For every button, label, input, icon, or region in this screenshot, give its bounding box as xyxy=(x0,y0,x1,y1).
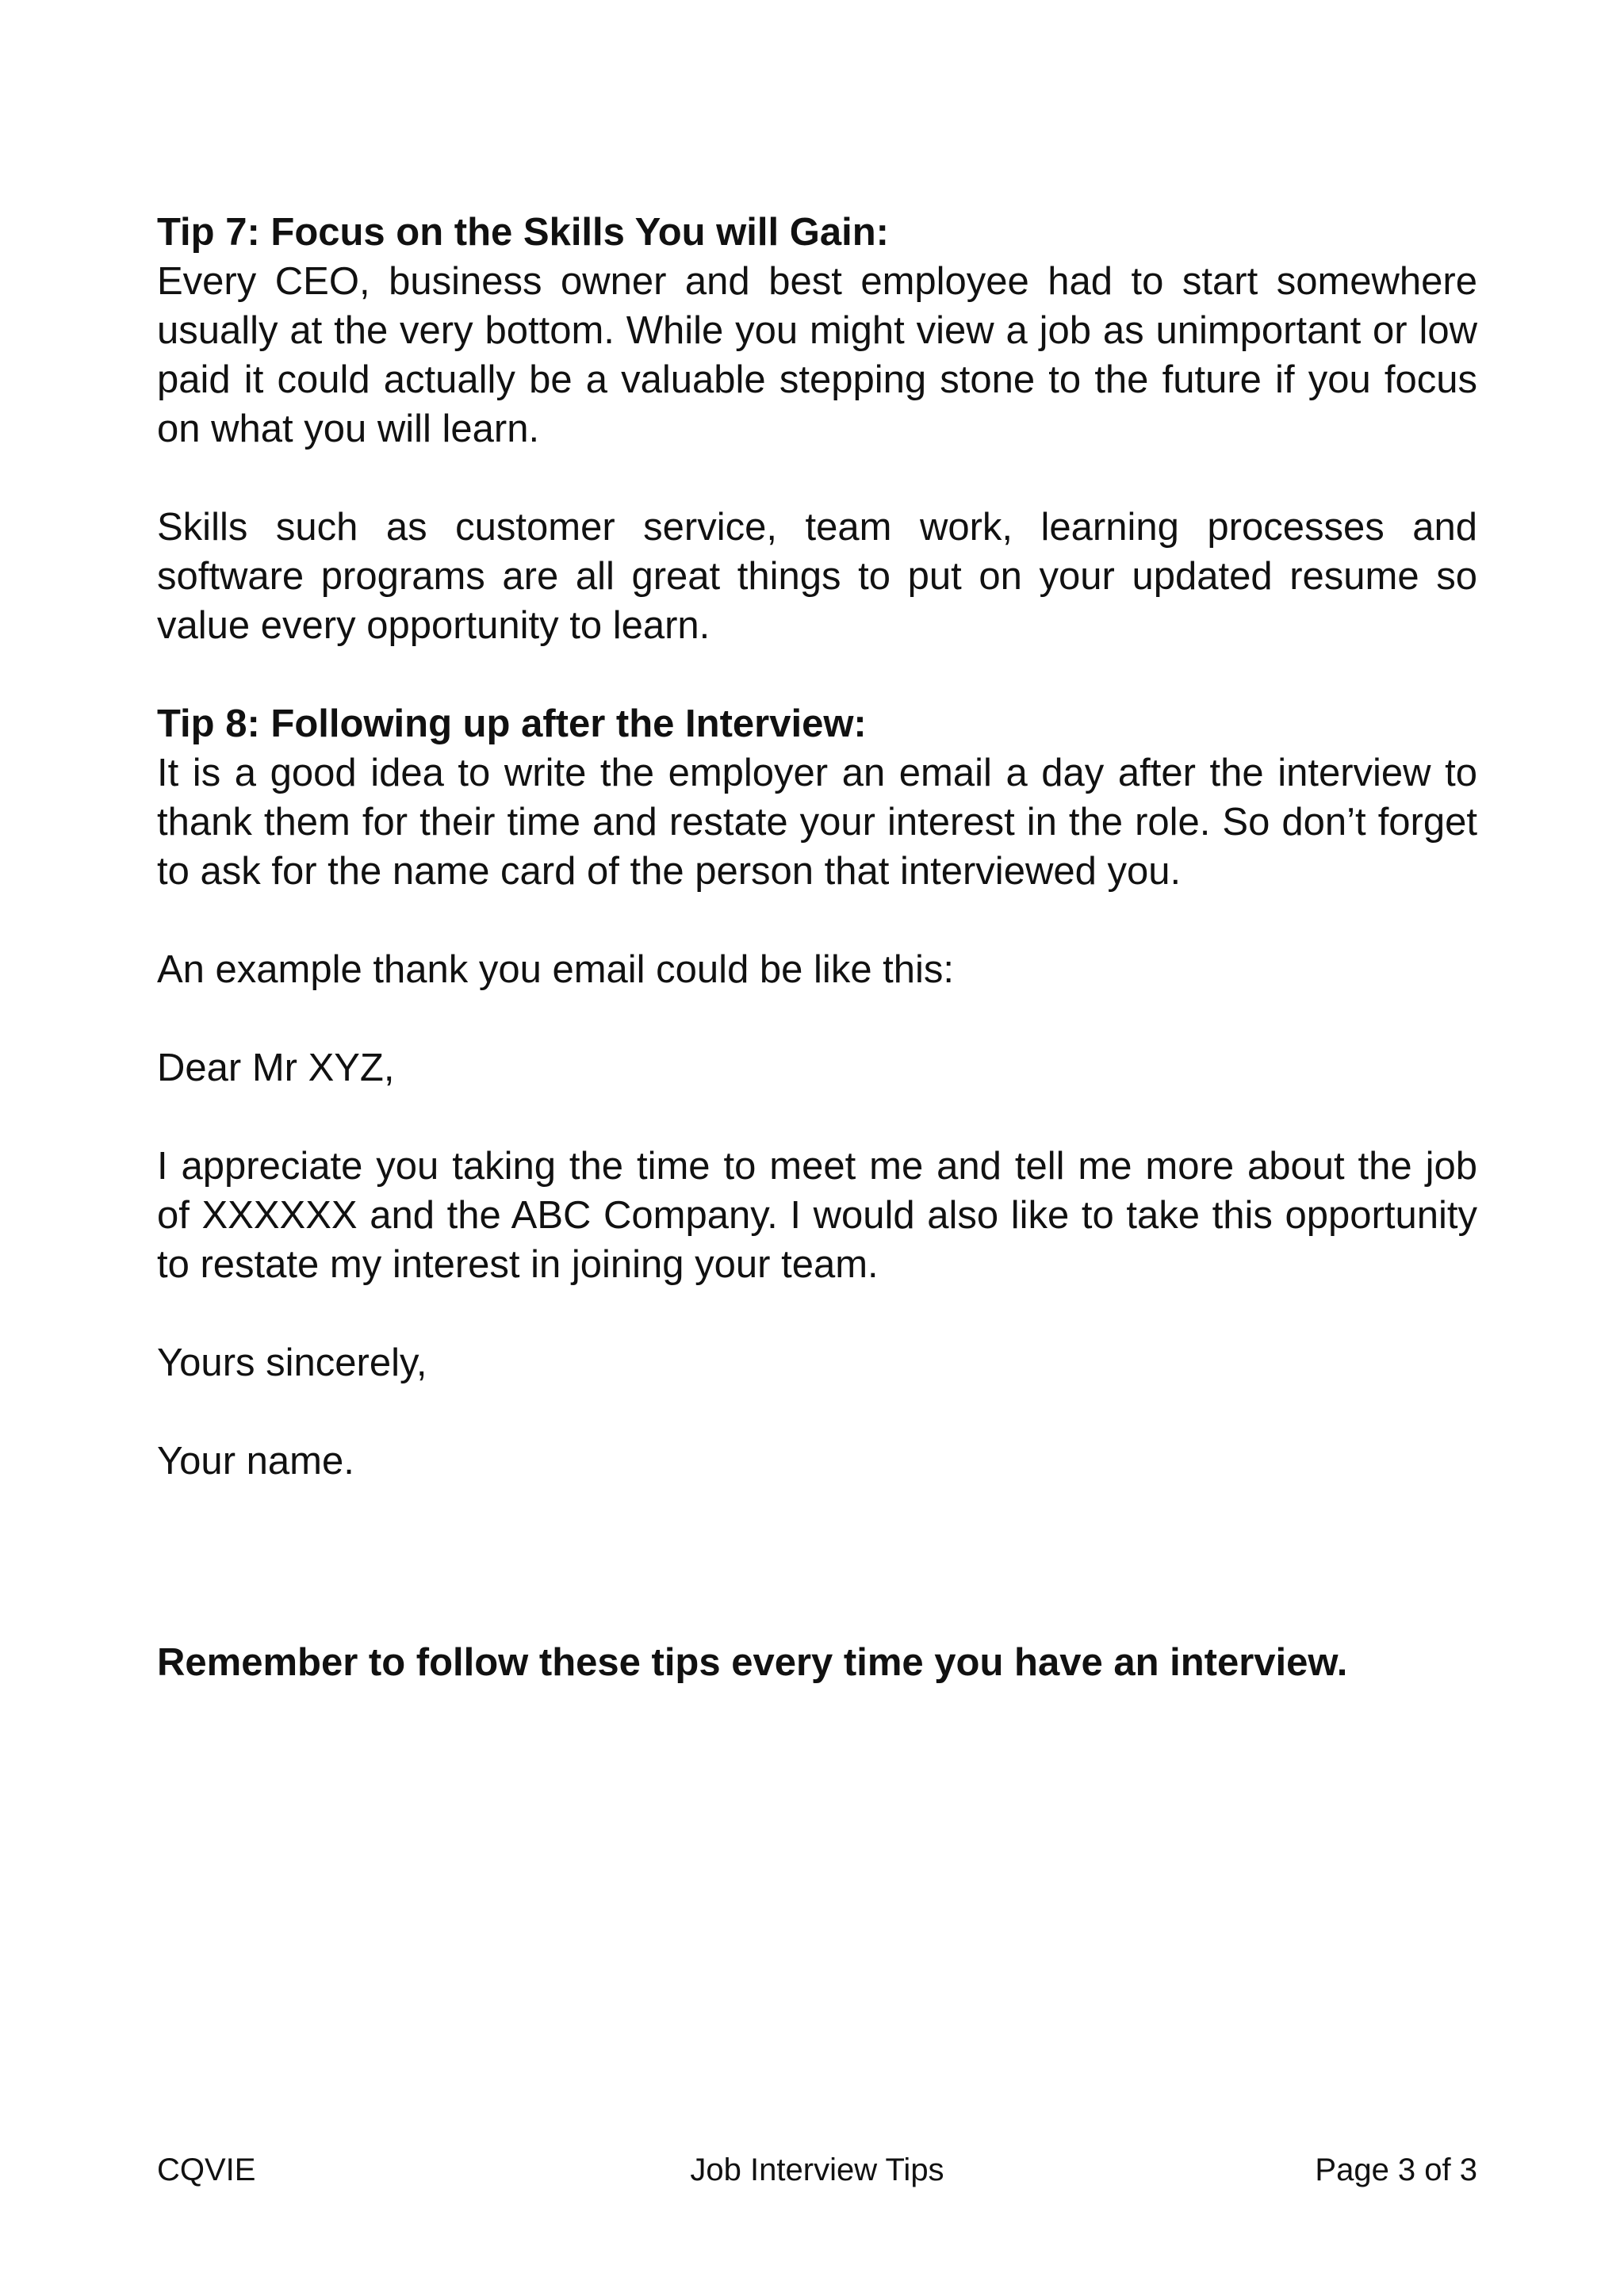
spacer xyxy=(157,994,1477,1043)
spacer xyxy=(157,650,1477,699)
tip8-paragraph-1: It is a good idea to write the employer an email a day after the interview to thank them for their time and restate your interest in the role. So don’t forget to ask for the name card of the person that interviewed you. xyxy=(157,752,1477,893)
email-signoff: Yours sincerely, xyxy=(157,1341,427,1384)
tip7-paragraph-2: Skills such as customer service, team work, learning processes and software programs are all great things to put on your updated resume so value every opportunity to learn. xyxy=(157,506,1477,647)
page-footer xyxy=(157,2150,1477,2190)
document-body xyxy=(157,208,1477,1486)
email-body: I appreciate you taking the time to meet me and tell me more about the job of XXXXXX and the ABC Company. I would also like to take this opportunity to restate my interest in joining your team. xyxy=(157,1145,1477,1286)
spacer xyxy=(157,1093,1477,1142)
closing-reminder: Remember to follow these tips every time you have an interview. xyxy=(157,1641,1348,1684)
email-name: Your name. xyxy=(157,1440,354,1483)
spacer xyxy=(157,1289,1477,1338)
spacer xyxy=(157,1387,1477,1437)
spacer xyxy=(157,453,1477,503)
tip7-paragraph-1: Every CEO, business owner and best employee had to start somewhere usually at the very bottom. While you might view a job as unimportant or low paid it could actually be a valuable stepping stone to the future if you focus on what you will learn. xyxy=(157,260,1477,450)
email-salutation: Dear Mr XYZ, xyxy=(157,1047,395,1089)
footer-page-number: Page 3 of 3 xyxy=(1315,2152,1477,2187)
tip8-heading: Tip 8: Following up after the Interview: xyxy=(157,702,867,745)
tip7-heading: Tip 7: Focus on the Skills You will Gain: xyxy=(157,211,889,254)
example-intro: An example thank you email could be like this: xyxy=(157,948,955,991)
spacer xyxy=(157,896,1477,945)
footer-organization: CQVIE xyxy=(157,2152,256,2187)
footer-document-title: Job Interview Tips xyxy=(690,2152,944,2187)
